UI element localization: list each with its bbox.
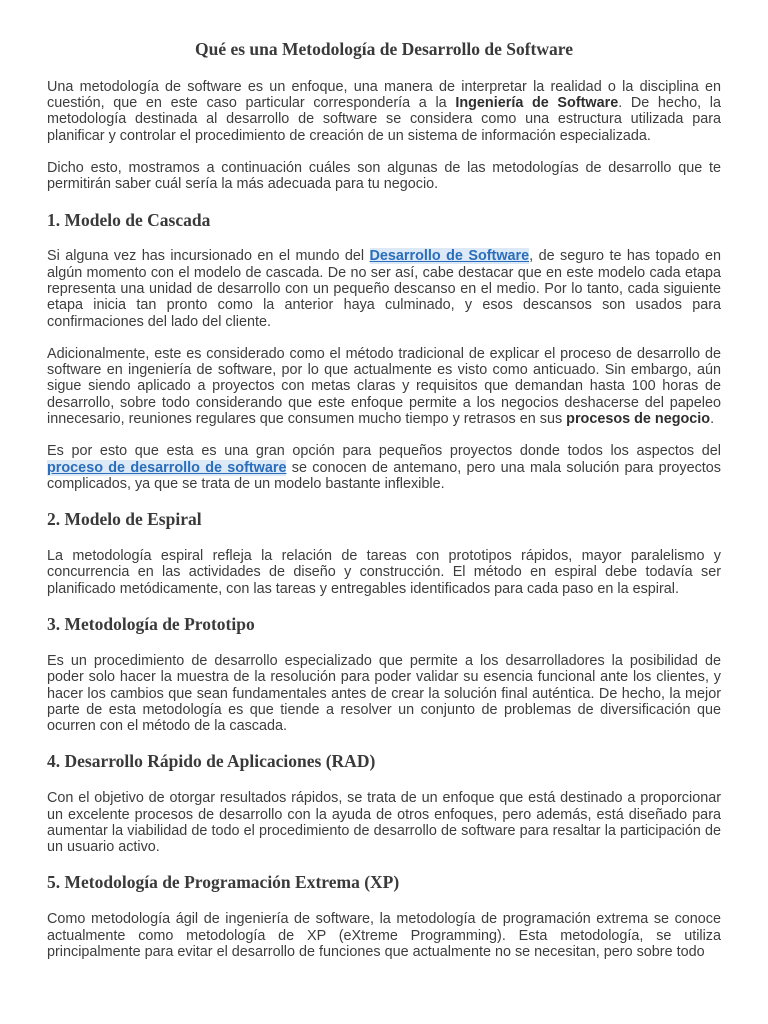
cascada-text-3b: se conocen de antemano, pero una mala solución para proyectos complicados, ya que se trata de un modelo bastante inflexible. xyxy=(47,459,721,492)
cascada-paragraph-1 xyxy=(47,248,721,329)
cascada-text-2b: . xyxy=(710,411,715,428)
section-heading-xp: 5. Metodología de Programación Extrema (XP) xyxy=(47,872,400,893)
intro-paragraph-1 xyxy=(47,79,721,144)
desarrollo-de-software-link[interactable]: Desarrollo de Software xyxy=(369,248,530,265)
cascada-text-1b: , de seguro te has topado en algún momento con el modelo de cascada. De no ser así, cabe destacar que en este modelo cada etapa representa una unidad de desarrollo con un pequeño descanso en el medio. Por lo tanto, cada siguiente etapa inicia tan pronto como la anterior haya culminado, y esos descansos son usados para confirmaciones del lado del cliente. xyxy=(47,248,721,330)
prototipo-paragraph: Es un procedimiento de desarrollo especializado que permite a los desarrolladores la posibilidad de poder solo hacer la muestra de la resolución para poder validar su esencia funcional ante los clientes, y hacer los cambios que sean fundamentales antes de crear la solución final auténtica. De hecho, la mejor parte de esta metodología es que tiende a resolver un conjunto de problemas de diversificación que ocurren con el método de la cascada. xyxy=(47,652,721,735)
section-heading-espiral: 2. Modelo de Espiral xyxy=(47,509,202,530)
intro-text-1b: . De hecho, la metodología destinada al desarrollo de software se considera como una estructura utilizada para planificar y controlar el procedimiento de creación de un sistema de información especializada. xyxy=(47,95,722,144)
section-heading-rad: 4. Desarrollo Rápido de Aplicaciones (RAD) xyxy=(47,751,376,772)
intro-bold-term: Ingeniería de Software xyxy=(455,95,619,112)
page-title: Qué es una Metodología de Desarrollo de Software xyxy=(194,39,573,59)
cascada-paragraph-3 xyxy=(47,443,721,492)
cascada-text-3a: Es por esto que esta es una gran opción para pequeños proyectos donde todos los aspectos del xyxy=(47,443,721,460)
espiral-paragraph: La metodología espiral refleja la relación de tareas con prototipos rápidos, mayor paralelismo y concurrencia en las actividades de diseño y construcción. El método en espiral debe todavía ser planificado metódicamente, con las tareas y entregables identificados para cada paso en la espiral. xyxy=(47,548,721,597)
cascada-paragraph-2 xyxy=(47,346,721,427)
cascada-text-2a: Adicionalmente, este es considerado como el método tradicional de explicar el proceso de desarrollo de software en ingeniería de software, por lo que actualmente es visto como anticuado. Sin embargo, aún sigue siendo aplicado a proyectos con metas claras y requisitos que demandan hasta 100 horas de desarrollo, sobre todo considerando que este enfoque permite a los negocios deshacerse del papeleo innecesario, reuniones regulares que consumen mucho tiempo y retrasos en sus xyxy=(47,345,721,428)
section-heading-prototipo: 3. Metodología de Prototipo xyxy=(47,614,255,635)
document-page xyxy=(47,38,721,976)
rad-paragraph: Con el objetivo de otorgar resultados rápidos, se trata de un enfoque que está destinado a proporcionar un excelente procesos de desarrollo con la ayuda de otros enfoques, pero además, está diseñado para aumentar la viabilidad de todo el procedimiento de desarrollo de software para resaltar la participación de un usuario activo. xyxy=(47,790,721,856)
section-heading-cascada: 1. Modelo de Cascada xyxy=(47,209,211,230)
intro-text-1a: Una metodología de software es un enfoque, una manera de interpretar la realidad o la disciplina en cuestión, que en este caso particular correspondería a la xyxy=(47,78,721,112)
xp-paragraph: Como metodología ágil de ingeniería de software, la metodología de programación extrema se conoce actualmente como metodología de XP (eXtreme Programming). Esta metodología, se utiliza principalmente para evitar el desarrollo de funciones que actualmente no se necesitan, pero sobre todo xyxy=(47,911,721,960)
procesos-de-negocio-term: procesos de negocio xyxy=(566,411,711,428)
intro-paragraph-2: Dicho esto, mostramos a continuación cuáles son algunas de las metodologías de desarrollo que te permitirán saber cuál sería la más adecuada para tu negocio. xyxy=(47,159,721,193)
proceso-de-desarrollo-link[interactable]: proceso de desarrollo de software xyxy=(47,459,287,476)
cascada-text-1a: Si alguna vez has incursionado en el mundo del xyxy=(47,248,370,265)
